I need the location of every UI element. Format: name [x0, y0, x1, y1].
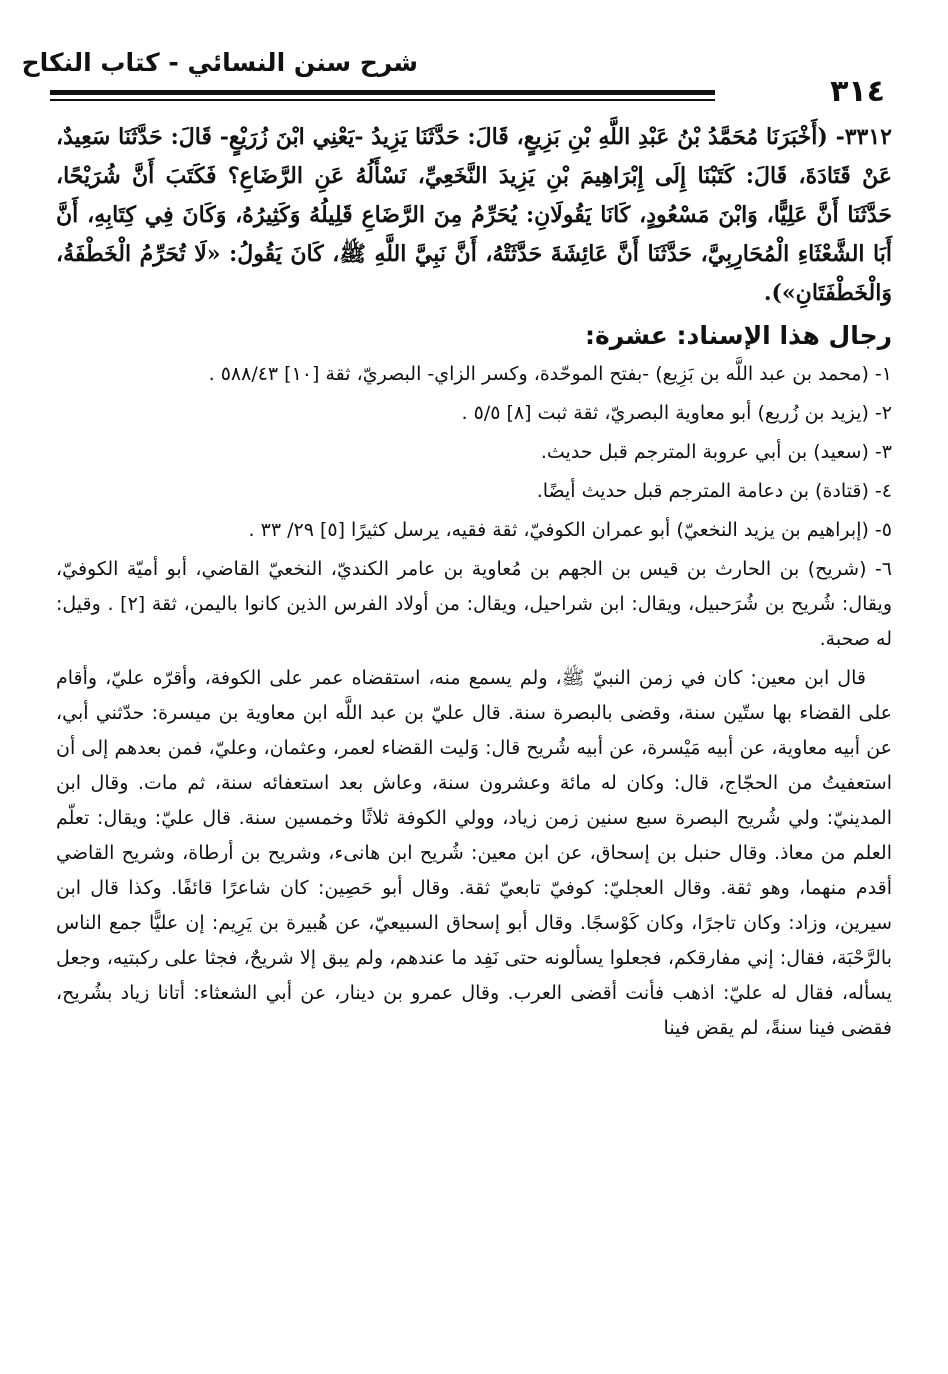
narrator-item-2: ٢- (يزيد بن زُريع) أبو معاوية البصريّ، ثقة ثبت [٨] ٥/٥ .: [461, 402, 892, 424]
narrator-item-4: ٤- (قتادة) بن دعامة المترجم قبل حديث أيضًا.: [536, 480, 892, 502]
section-heading: رجال هذا الإسناد: عشرة:: [585, 321, 892, 350]
hadith-text: ٣٣١٢- (أَخْبَرَنَا مُحَمَّدُ بْنُ عَبْدِ اللَّهِ بْنِ بَزِيعٍ، قَالَ: حَدَّثَنَا يَزِيدُ -يَعْنِي ابْنَ زُرَيْعٍ- قَالَ: حَدَّثَنَا سَعِيدٌ، عَنْ قَتَادَةَ، قَالَ: كَتَبْنَا إِلَى إِبْرَاهِيمَ بْنِ يَزِيدَ النَّخَعِيِّ، نَسْأَلُهُ عَنِ الرَّضَاعِ؟ فَكَتَبَ أَنَّ شُرَيْحًا، حَدَّثَنَا أَنَّ عَلِيًّا، وَابْنَ مَسْعُودٍ، كَانَا يَقُولَانِ: يُحَرِّمُ مِنَ الرَّضَاعِ قَلِيلُهُ وَكَثِيرُهُ، وَكَانَ فِي كِتَابِهِ، أَنَّ أَبَا الشَّعْثَاءِ الْمُحَارِبِيَّ، حَدَّثَنَا أَنَّ عَائِشَةَ حَدَّثَتْهُ، أَنَّ نَبِيَّ اللَّهِ ﷺ، كَانَ يَقُولُ: «لَا تُحَرِّمُ الْخَطْفَةُ، وَالْخَطْفَتَانِ»).: [56, 124, 892, 306]
hadith-block: [56, 118, 892, 313]
running-header-title: شرح سنن النسائي - كتاب النكاح: [21, 48, 418, 77]
narrator-item-1: ١- (محمد بن عبد اللَّه بن بَزِيع) -بفتح الموحّدة، وكسر الزاي- البصريّ، ثقة [١٠] ٥٨٨/٤٣ .: [208, 363, 892, 385]
header-rule-thin: [50, 99, 715, 101]
page-body: [56, 118, 892, 1374]
biography-paragraph: قال ابن معين: كان في زمن النبيّ ﷺ، ولم يسمع منه، استقضاه عمر على الكوفة، وأقرّه عليّ، وأقام على القضاء بها ستّين سنة، وقضى بالبصرة سنة. قال عليّ بن عبد اللَّه ابن معاوية بن ميسرة: حدّثني أبي، عن أبيه معاوية، عن أبيه مَيْسرة، عن أبيه شُريح قال: وَليت القضاء لعمر، وعثمان، وعليّ، فمن بعدهم إلى أن استعفيتُ من الحجّاج، قال: وكان له مائة وعشرون سنة، وعاش بعد استعفائه سنة، ثم مات. وقال ابن المدينيّ: ولي شُريح البصرة سبع سنين زمن زياد، وولي الكوفة ثلاثًا وخمسين سنة. قال عليّ: ويقال: تعلّم العلم من معاذ. وقال حنبل بن إسحاق، عن ابن معين: شُريح ابن هانىء، وشريح بن أرطاة، وشريح القاضي أقدم منهما، وهو ثقة. وقال العجليّ: كوفيّ تابعيّ ثقة. وقال أبو حَصِين: كان شاعرًا قائفًا. وكذا قال ابن سيرين، وزاد: وكان تاجرًا، وكان كَوْسجًا. وقال أبو إسحاق السبيعيّ، عن هُبيرة بن يَرِيم: إن عليًّا جمع الناس بالرَّحْبَة، فقال: إني مفارقكم، فجعلوا يسألونه حتى نَفِد ما عندهم، ولم يبق إلا شريحٌ، فجثا على ركبتيه، وجعل يسأله، فقال له عليّ: اذهب فأنت أقضى العرب. وقال عمرو بن دينار، عن أبي الشعثاء: أتانا زياد بشُريح، فقضى فينا سنةً، لم يقض فينا: [56, 667, 892, 1039]
narrator-item-3: ٣- (سعيد) بن أبي عروبة المترجم قبل حديث.: [540, 441, 892, 463]
narrator-item-6: ٦- (شريح) بن الحارث بن قيس بن الجهم بن مُعاوية بن عامر الكنديّ، النخعيّ القاضي، أبو أميّة الكوفيّ، ويقال: شُريح بن شُرَحبيل، ويقال: ابن شراحيل، ويقال: من أولاد الفرس الذين كانوا باليمن، ثقة [٢] . وقيل: له صحبة.: [56, 558, 892, 650]
header-rule-thick: [50, 90, 715, 95]
narrator-item-5: ٥- (إبراهيم بن يزيد النخعيّ) أبو عمران الكوفيّ، ثقة فقيه، يرسل كثيرًا [٥] ٢٩/ ٣٣ .: [248, 519, 892, 541]
narrator-list: [56, 357, 892, 657]
page-number: ٣١٤: [830, 74, 885, 109]
